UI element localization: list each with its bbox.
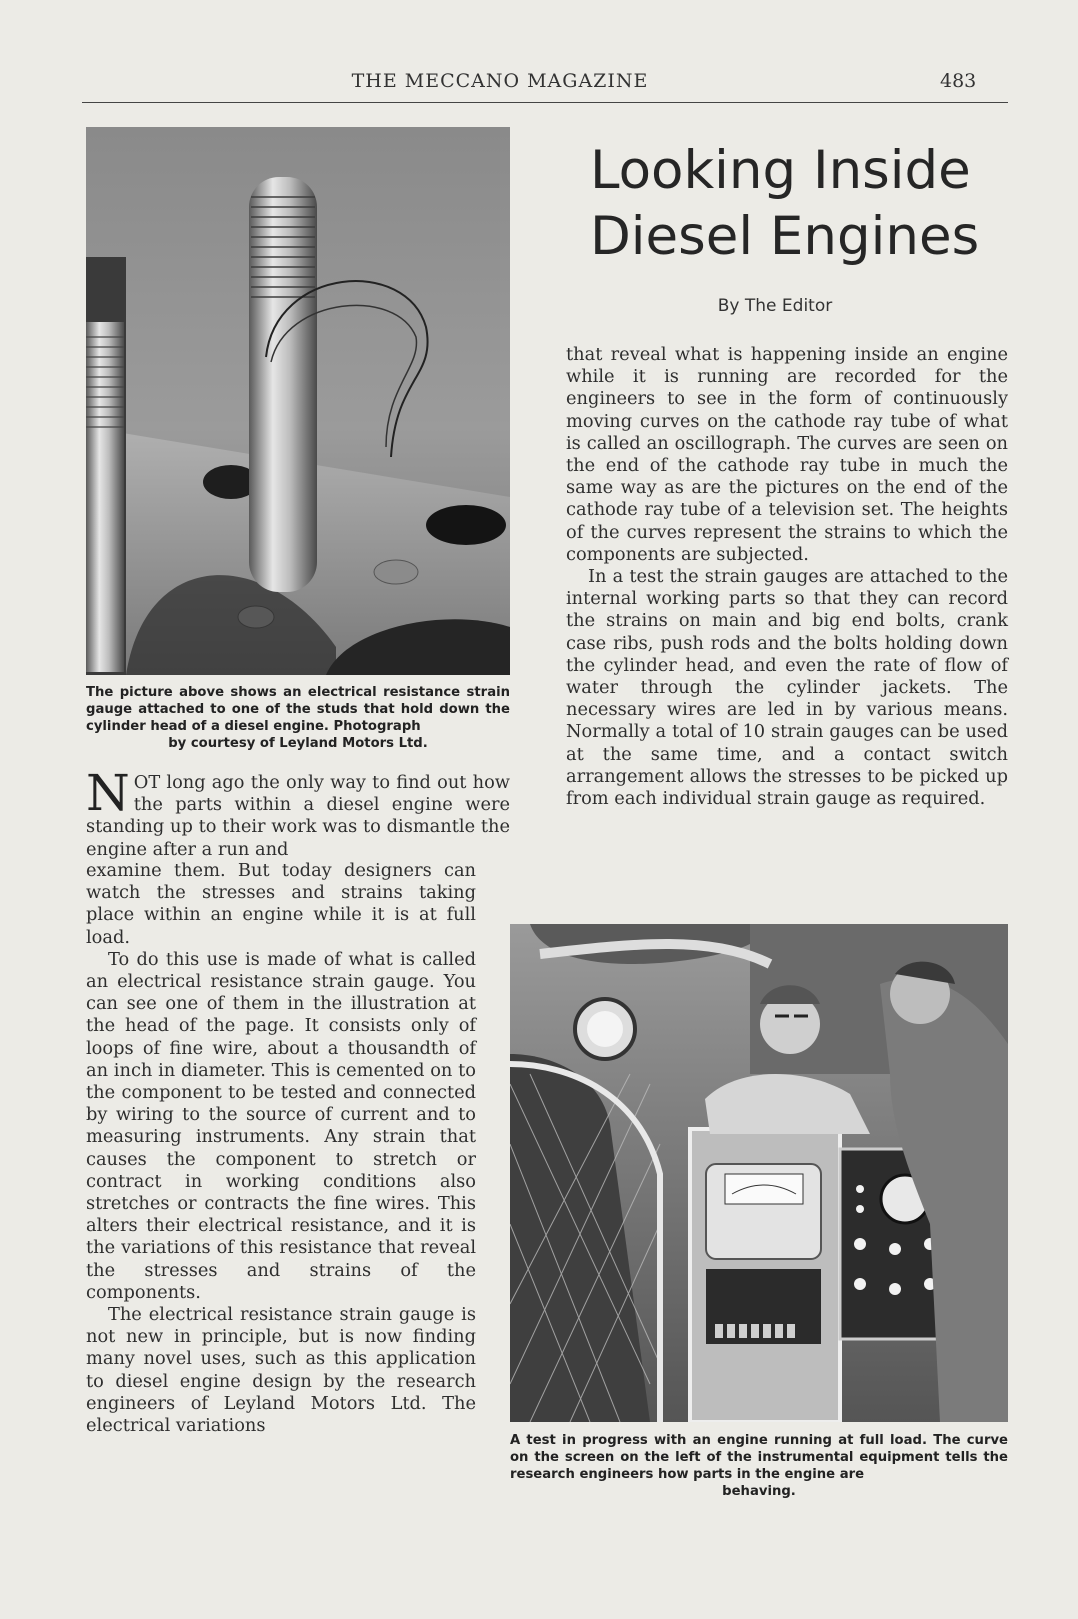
engine-test-photo bbox=[510, 924, 1008, 1422]
bottom-photo-caption-last: behaving. bbox=[722, 1484, 796, 1499]
paragraph-strain-gauge: To do this use is made of what is called an electrical resistance strain gauge. You can see one of them in the illustration at the head of the page. It consists only of loops of fine wire, about a thousandth of an inch in diameter. This is cemented on to the component to be tested and connected by wiring to the source of current and to measuring instruments. Any strain that causes the component to stretch or contract in working conditions also stretches or contracts the fine wires. This alters their electrical resistance, and it is the variations of this resistance that reveal the stresses and strains of the components. bbox=[86, 948, 476, 1303]
left-column-intro bbox=[86, 764, 510, 861]
right-column-text bbox=[566, 344, 1008, 810]
bottom-photo-caption bbox=[510, 1432, 1008, 1500]
magazine-title: THE MECCANO MAGAZINE bbox=[351, 70, 649, 92]
top-photo-caption-main: The picture above shows an electrical resistance strain gauge attached to one of the studs that hold down the cylinder head of a diesel engine. Photograph bbox=[86, 685, 510, 734]
bottom-photo-caption-main: A test in progress with an engine running at full load. The curve on the screen on the left of the instrumental equipment tells the research engineers how parts in the engine are bbox=[510, 1433, 1008, 1482]
drop-cap: N bbox=[86, 764, 130, 822]
intro-paragraph-rest: examine them. But today designers can watch the stresses and strains taking place within an engine while it is at full load. bbox=[86, 860, 476, 948]
strain-gauge-photo bbox=[86, 127, 510, 675]
page-number: 483 bbox=[940, 70, 977, 92]
intro-paragraph-start: OT long ago the only way to find out how the parts within a diesel engine were standing up to their work was to dismantle the engine after a run and bbox=[86, 772, 510, 860]
byline: By The Editor bbox=[717, 296, 833, 316]
header-rule bbox=[82, 102, 1008, 103]
top-photo-caption-last: by courtesy of Leyland Motors Ltd. bbox=[168, 736, 428, 751]
paragraph-novel-uses: The electrical resistance strain gauge is not new in principle, but is now finding many novel uses, such as this application to diesel engine design by the research engineers of Leyland Motors Ltd. The electrical variations bbox=[86, 1304, 476, 1437]
paragraph-oscillograph: that reveal what is happening inside an engine while it is running are recorded for the engineers to see in the form of continuously moving curves on the cathode ray tube of what is called an oscillograph. The curves are seen on the end of the cathode ray tube in much the same way as are the pictures on the end of the cathode ray tube of a television set. The heights of the curves represent the strains to which the components are subjected. bbox=[566, 344, 1008, 565]
left-column-text bbox=[86, 860, 476, 1437]
article-title: Looking Inside Diesel Engines bbox=[590, 140, 980, 267]
top-photo-caption bbox=[86, 684, 510, 752]
paragraph-test-gauges: In a test the strain gauges are attached to the internal working parts so that they can record the strains on main and big end bolts, crank case ribs, push rods and the bolts holding down the cylinder head, and even the rate of flow of water through the cylinder jackets. The necessary wires are led in by various means. Normally a total of 10 strain gauges can be used at the same time, and a contact switch arrangement allows the stresses to be picked up from each individual strain gauge as required. bbox=[566, 566, 1008, 810]
